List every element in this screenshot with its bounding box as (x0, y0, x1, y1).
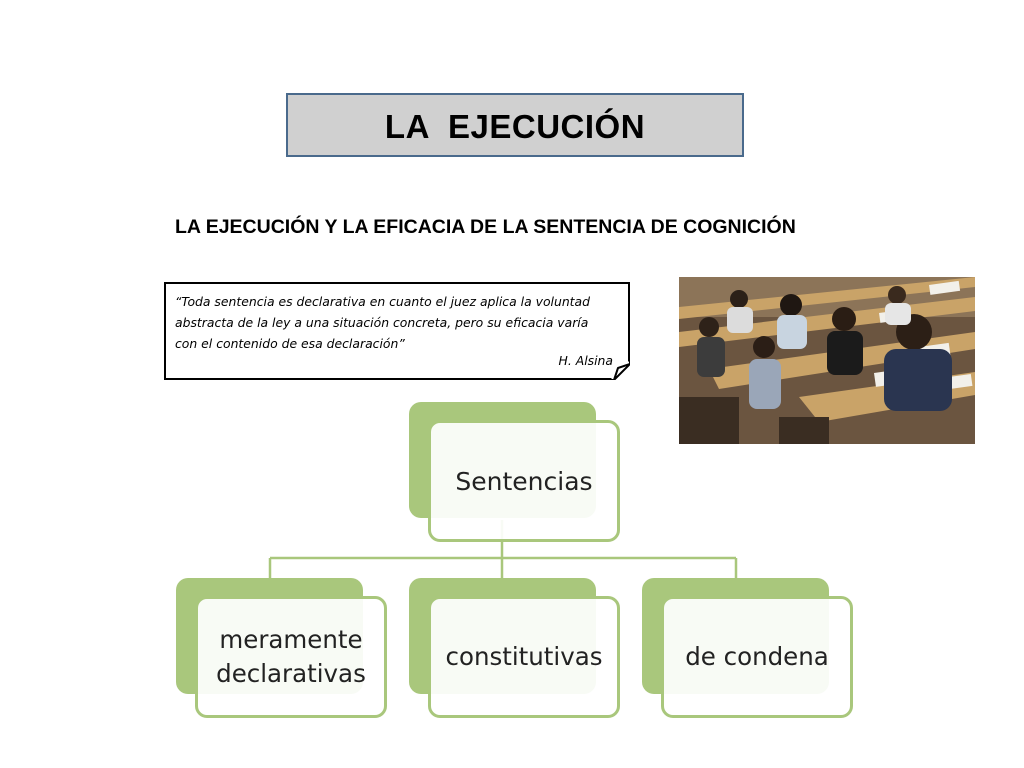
child-node-constitutivas (428, 596, 620, 718)
slide-title: LA EJECUCIÓN (384, 107, 646, 145)
child-node-de-condena (661, 596, 853, 718)
child-node-meramente-declarativas (195, 596, 387, 718)
child-node-label: de condena (685, 642, 829, 671)
root-node (428, 420, 620, 542)
quote-text: “Toda sentencia es declarativa en cuanto el juez aplica la voluntad abstracta de la ley a una situación concreta, pero su eficacia varía con el contenido de esa declaración” (175, 294, 591, 351)
slide-subtitle: LA EJECUCIÓN Y LA EFICACIA DE LA SENTENCIA DE COGNICIÓN (175, 216, 796, 238)
root-node-label: Sentencias (455, 466, 593, 496)
child-node-label: meramente declarativas (216, 625, 366, 688)
quote-author: H. Alsina (558, 353, 613, 368)
child-node-label: constitutivas (445, 642, 603, 671)
